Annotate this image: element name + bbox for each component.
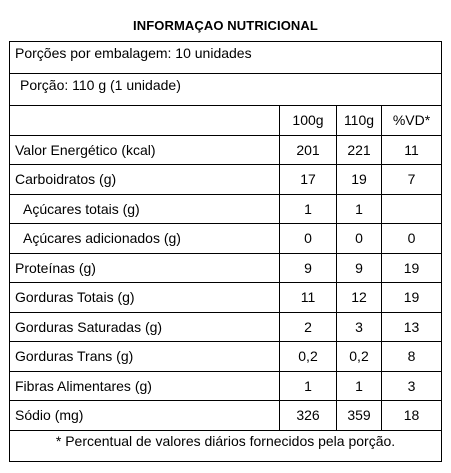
value-110g: 0 [337,224,382,254]
column-header-vd: %VD* [382,106,442,136]
table-row [10,283,442,313]
value-vd: 19 [382,253,442,283]
value-100g: 17 [280,165,337,195]
value-vd: 0 [382,224,442,254]
portion-size: Porção: 110 g (1 unidade) [10,74,442,106]
portion-row [10,74,442,106]
value-100g: 201 [280,135,337,165]
value-110g: 0,2 [337,342,382,372]
nutrient-label: Gorduras Saturadas (g) [10,312,280,342]
value-vd: 7 [382,165,442,195]
value-110g: 1 [337,371,382,401]
table-row [10,371,442,401]
value-110g: 19 [337,165,382,195]
value-110g: 12 [337,283,382,313]
nutrient-label: Valor Energético (kcal) [10,135,280,165]
table-row [10,135,442,165]
table-row [10,194,442,224]
nutrient-label: Gorduras Totais (g) [10,283,280,313]
value-110g: 9 [337,253,382,283]
nutrient-label: Carboidratos (g) [10,165,280,195]
value-110g: 221 [337,135,382,165]
nutrient-label: Proteínas (g) [10,253,280,283]
column-header-110g: 110g [337,106,382,136]
column-header-100g: 100g [280,106,337,136]
nutrient-label: Sódio (mg) [10,401,280,431]
page-title: INFORMAÇAO NUTRICIONAL [133,18,318,33]
value-100g: 1 [280,371,337,401]
table-row [10,165,442,195]
value-vd [382,194,442,224]
value-vd: 11 [382,135,442,165]
nutrient-label: Gorduras Trans (g) [10,342,280,372]
nutrition-table [9,41,442,462]
servings-per-package: Porções por embalagem: 10 unidades [10,42,442,74]
nutrient-label: Açúcares adicionados (g) [10,224,280,254]
value-110g: 1 [337,194,382,224]
value-vd: 3 [382,371,442,401]
value-110g: 3 [337,312,382,342]
table-row [10,401,442,431]
footnote-row [10,430,442,461]
value-100g: 9 [280,253,337,283]
table-row [10,312,442,342]
value-100g: 0 [280,224,337,254]
table-row [10,342,442,372]
table-row [10,253,442,283]
nutrient-label: Açúcares totais (g) [10,194,280,224]
footnote: * Percentual de valores diários fornecidos pela porção. [10,430,442,461]
header-blank-cell [10,106,280,136]
value-100g: 2 [280,312,337,342]
value-100g: 0,2 [280,342,337,372]
value-100g: 11 [280,283,337,313]
value-vd: 19 [382,283,442,313]
value-vd: 18 [382,401,442,431]
servings-row [10,42,442,74]
table-row [10,224,442,254]
value-100g: 1 [280,194,337,224]
value-110g: 359 [337,401,382,431]
header-row [10,106,442,136]
nutrient-label: Fibras Alimentares (g) [10,371,280,401]
value-100g: 326 [280,401,337,431]
value-vd: 8 [382,342,442,372]
value-vd: 13 [382,312,442,342]
